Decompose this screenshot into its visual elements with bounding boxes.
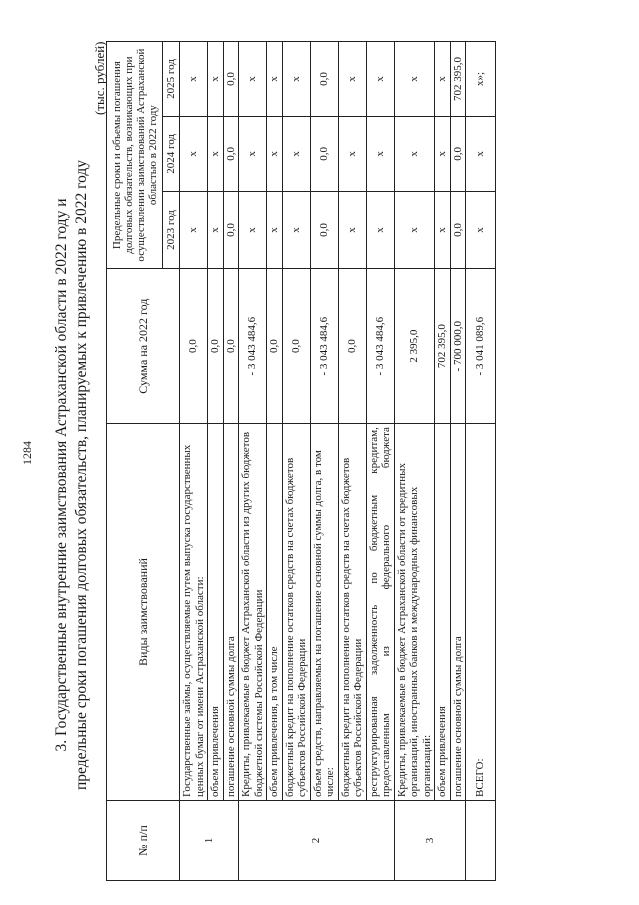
row-sum: 702 395,0 (435, 269, 451, 424)
row-2024: x (208, 116, 224, 191)
table-row (180, 42, 208, 881)
header-kind: Виды заимствований (107, 424, 180, 801)
row-2023: x (466, 191, 496, 268)
row-2025: x (208, 42, 224, 117)
header-num: № п/п (107, 800, 180, 880)
row-2024: 0,0 (310, 116, 338, 191)
table-row (450, 42, 466, 881)
row-2025: x (338, 42, 366, 117)
row-sum: - 3 043 484,6 (310, 269, 338, 424)
row-number: 2 (239, 800, 395, 880)
row-2023: x (239, 191, 267, 268)
row-sum: 0,0 (180, 269, 208, 424)
row-sum: - 3 043 484,6 (366, 269, 394, 424)
row-2024: x (180, 116, 208, 191)
row-2023: x (208, 191, 224, 268)
row-name: объем привлечения (435, 424, 451, 801)
row-sum: 0,0 (223, 269, 239, 424)
table-row (208, 42, 224, 881)
row-2024: x (466, 116, 496, 191)
table-row (435, 42, 451, 881)
row-2025: x (435, 42, 451, 117)
row-2024: x (366, 116, 394, 191)
row-name: погашение основной суммы долга (450, 424, 466, 801)
row-number (466, 800, 496, 880)
row-2024: x (394, 116, 435, 191)
row-name: объем средств, направляемых на погашение основной суммы долга, в том числе: (310, 424, 338, 801)
row-2025: 0,0 (310, 42, 338, 117)
table-row (366, 42, 394, 881)
row-2025: 0,0 (223, 42, 239, 117)
row-2025: x (180, 42, 208, 117)
header-limits: Предельные сроки и объемы погашения долговых обязательств, возникающих при осуществлении заимствований Астраханской областью в 2022 году (107, 42, 163, 269)
row-2025: 702 395,0 (450, 42, 466, 117)
row-sum: 0,0 (282, 269, 310, 424)
row-2024: x (239, 116, 267, 191)
row-name: объем привлечения (208, 424, 224, 801)
borrowings-table (106, 41, 496, 881)
row-2024: x (267, 116, 283, 191)
row-name: объем привлечения, в том числе (267, 424, 283, 801)
row-name: бюджетный кредит на пополнение остатков средств на счетах бюджетов субъектов Российской Федерации (282, 424, 310, 801)
table-row (223, 42, 239, 881)
table-row (267, 42, 283, 881)
row-2023: 0,0 (223, 191, 239, 268)
row-number: 1 (180, 800, 239, 880)
row-2025: x (394, 42, 435, 117)
header-2025: 2025 год (163, 42, 180, 117)
row-sum: 0,0 (208, 269, 224, 424)
row-sum: 0,0 (267, 269, 283, 424)
row-2025: x»; (466, 42, 496, 117)
row-name: погашение основной суммы долга (223, 424, 239, 801)
row-2025: x (366, 42, 394, 117)
units-label: (тыс. рублей) (92, 41, 107, 115)
table-row-total (466, 42, 496, 881)
table-row (338, 42, 366, 881)
page-number: 1284 (20, 441, 34, 465)
row-sum: - 3 043 484,6 (239, 269, 267, 424)
header-sum: Сумма на 2022 год (107, 269, 180, 424)
row-sum: - 3 041 089,6 (466, 269, 496, 424)
row-name: ВСЕГО: (466, 424, 496, 801)
row-2024: x (338, 116, 366, 191)
row-sum: 0,0 (338, 269, 366, 424)
header-2024: 2024 год (163, 116, 180, 191)
row-name: Государственные займы, осуществляемые путем выпуска государственных ценных бумаг от имени Астраханской области: (180, 424, 208, 801)
row-number: 3 (394, 800, 466, 880)
table-row (282, 42, 310, 881)
header-2023: 2023 год (163, 191, 180, 268)
row-2023: x (435, 191, 451, 268)
row-2023: x (282, 191, 310, 268)
row-2023: 0,0 (310, 191, 338, 268)
section-title (52, 115, 92, 835)
title-line-1: 3. Государственные внутренние заимствования Астраханской области в 2022 году и (53, 198, 70, 752)
row-name: бюджетный кредит на пополнение остатков средств на счетах бюджетов субъектов Российской Федерации (338, 424, 366, 801)
row-2023: x (180, 191, 208, 268)
row-sum: 2 395,0 (394, 269, 435, 424)
row-2024: 0,0 (450, 116, 466, 191)
row-2023: 0,0 (450, 191, 466, 268)
row-2024: x (282, 116, 310, 191)
row-sum: - 700 000,0 (450, 269, 466, 424)
row-name: Кредиты, привлекаемые в бюджет Астраханской области от кредитных организаций, иностранных банков и международных финансовых организаций: (394, 424, 435, 801)
row-2024: x (435, 116, 451, 191)
row-2023: x (267, 191, 283, 268)
row-2023: x (366, 191, 394, 268)
row-2023: x (338, 191, 366, 268)
row-name: Кредиты, привлекаемые в бюджет Астраханской области из других бюджетов бюджетной системы Российской Федерации (239, 424, 267, 801)
row-2025: x (282, 42, 310, 117)
row-2024: 0,0 (223, 116, 239, 191)
row-name: реструктурированная задолженность по бюджетным кредитам, предоставленным из федерального бюджета (366, 424, 394, 801)
title-line-2: предельные сроки погашения долговых обязательств, планируемых к привлечению в 2022 году (73, 159, 90, 791)
row-2025: x (239, 42, 267, 117)
table-row (239, 42, 267, 881)
row-2025: x (267, 42, 283, 117)
row-2023: x (394, 191, 435, 268)
table-row (394, 42, 435, 881)
table-row (310, 42, 338, 881)
